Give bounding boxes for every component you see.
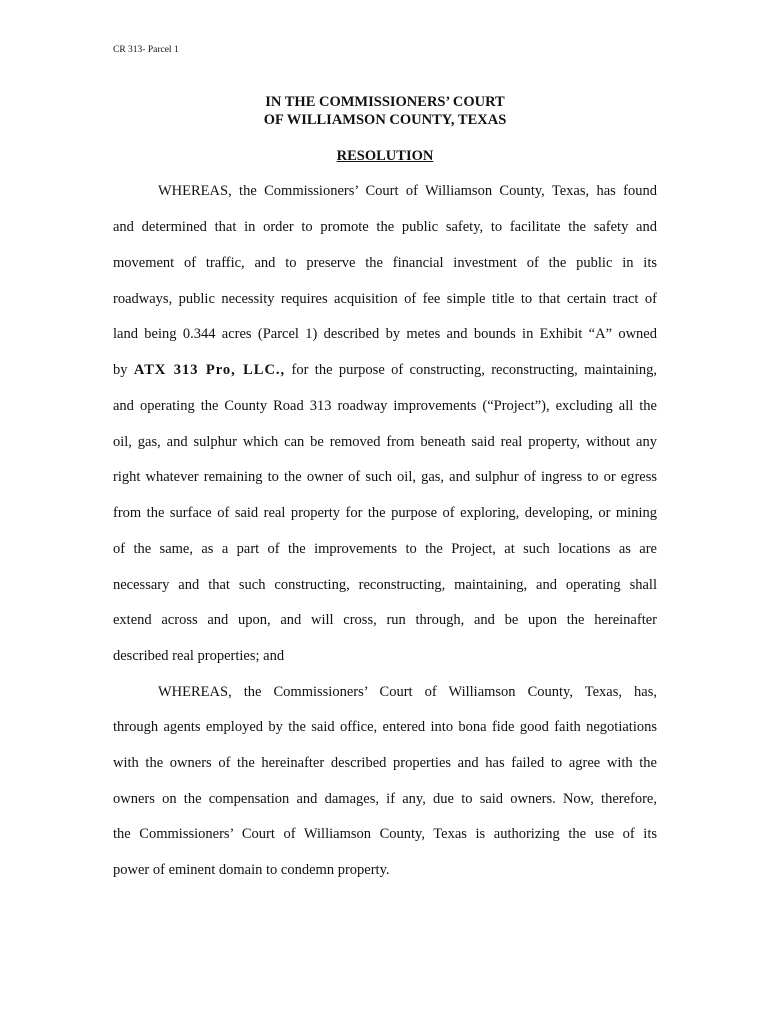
paragraph-2-line: the Commissioners’ Court of Williamson County, Texas is authorizing the use of its bbox=[113, 826, 657, 842]
paragraph-1-line: from the surface of said real property for the purpose of exploring, developing, or mining bbox=[113, 505, 657, 521]
paragraph-1-line: extend across and upon, and will cross, run through, and be upon the hereinafter bbox=[113, 612, 657, 628]
paragraph-2-line: WHEREAS, the Commissioners’ Court of Williamson County, Texas, has, bbox=[158, 684, 657, 700]
paragraph-1-line: movement of traffic, and to preserve the financial investment of the public in its bbox=[113, 255, 657, 271]
owner-prefix: by bbox=[113, 362, 128, 378]
paragraph-1-line: of the same, as a part of the improvements to the Project, at such locations as are bbox=[113, 541, 657, 557]
paragraph-1-line: and determined that in order to promote the public safety, to facilitate the safety and bbox=[113, 219, 657, 235]
paragraph-2-line: with the owners of the hereinafter described properties and has failed to agree with the bbox=[113, 755, 657, 771]
paragraph-1-line: described real properties; and bbox=[113, 648, 285, 664]
paragraph-1-line-owner bbox=[113, 362, 657, 379]
owner-suffix: for the purpose of constructing, reconstructing, maintaining, bbox=[291, 362, 658, 378]
paragraph-1-line: and operating the County Road 313 roadway improvements (“Project”), excluding all the bbox=[113, 398, 657, 414]
paragraph-2-line: through agents employed by the said office, entered into bona fide good faith negotiations bbox=[113, 719, 657, 735]
paragraph-1-line: land being 0.344 acres (Parcel 1) described by metes and bounds in Exhibit “A” owned bbox=[113, 326, 657, 342]
paragraph-2-line: power of eminent domain to condemn property. bbox=[113, 862, 390, 878]
resolution-heading: RESOLUTION bbox=[336, 148, 434, 164]
paragraph-1-line: roadways, public necessity requires acquisition of fee simple title to that certain tract of bbox=[113, 291, 657, 307]
court-title-line-2: OF WILLIAMSON COUNTY, TEXAS bbox=[263, 112, 507, 128]
paragraph-1-line: oil, gas, and sulphur which can be removed from beneath said real property, without any bbox=[113, 434, 657, 450]
paragraph-1-line: WHEREAS, the Commissioners’ Court of Williamson County, Texas, has found bbox=[158, 183, 657, 199]
court-title-line-1: IN THE COMMISSIONERS’ COURT bbox=[265, 94, 505, 110]
paragraph-1-line: necessary and that such constructing, reconstructing, maintaining, and operating shall bbox=[113, 577, 657, 593]
document-reference: CR 313- Parcel 1 bbox=[113, 45, 179, 55]
paragraph-2-line: owners on the compensation and damages, if any, due to said owners. Now, therefore, bbox=[113, 791, 657, 807]
paragraph-1-line: right whatever remaining to the owner of such oil, gas, and sulphur of ingress to or egress bbox=[113, 469, 657, 485]
owner-name: ATX 313 Pro, LLC., bbox=[133, 362, 286, 378]
